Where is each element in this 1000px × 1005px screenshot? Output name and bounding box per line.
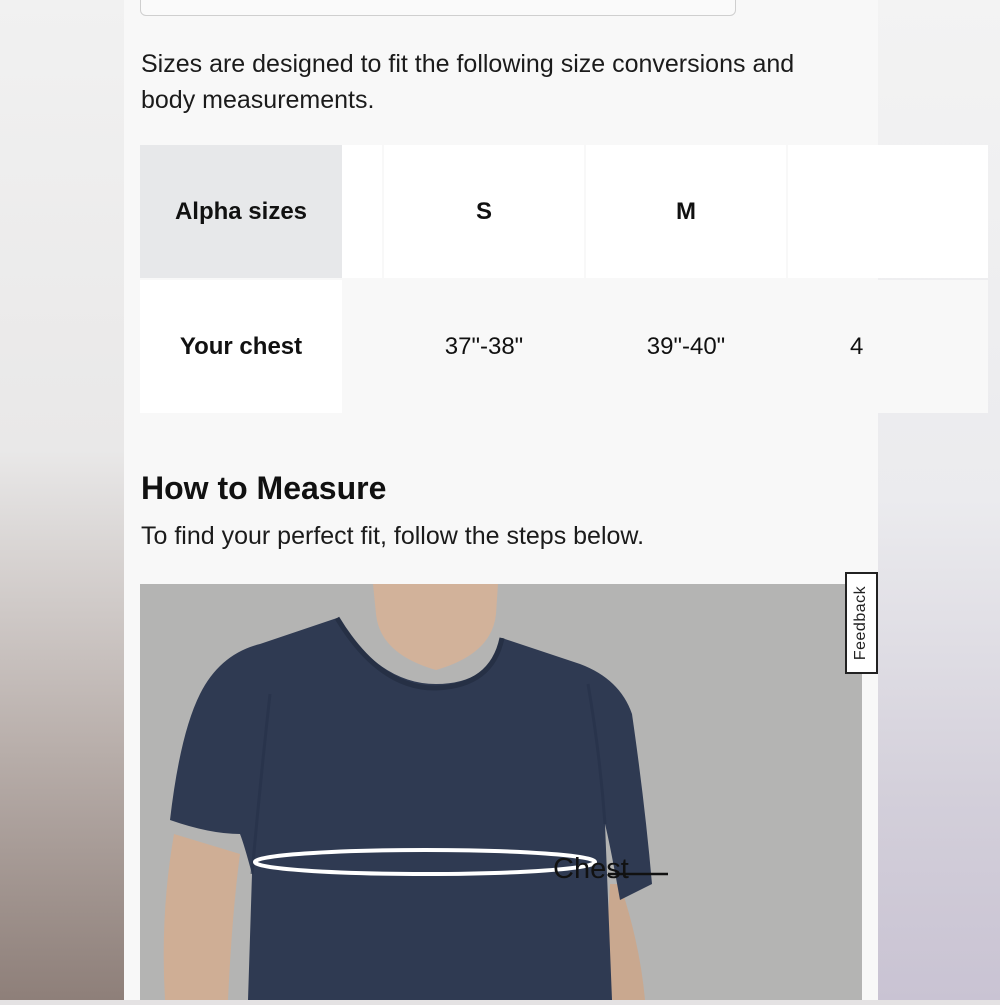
table-header-alpha-sizes: Alpha sizes — [140, 145, 342, 278]
size-guide-panel — [124, 0, 878, 1000]
table-cell-chest-next: 4 — [788, 280, 988, 413]
how-to-measure-subtitle: To find your perfect fit, follow the steps below. — [141, 522, 645, 550]
table-header-size-s: S — [384, 145, 584, 278]
table-header-size-m: M — [586, 145, 786, 278]
chest-measure-image — [140, 584, 862, 1000]
table-cell-chest-m: 39"-40" — [586, 280, 786, 413]
chest-annotation-label: Chest — [553, 853, 629, 885]
table-row-label-chest: Your chest — [140, 280, 342, 413]
size-chart-table — [140, 145, 862, 413]
how-to-measure-title: How to Measure — [141, 470, 387, 506]
table-header-size-next — [788, 145, 988, 278]
feedback-tab[interactable] — [845, 572, 878, 674]
background-left — [0, 0, 124, 1000]
feedback-tab-label: Feedback — [852, 585, 870, 661]
table-cell-chest-s: 37"-38" — [384, 280, 584, 413]
table-gap-cell — [342, 145, 382, 278]
size-select-dropdown[interactable] — [140, 0, 736, 16]
table-gap-cell — [342, 280, 382, 413]
model-illustration — [140, 584, 862, 1000]
size-intro-text: Sizes are designed to fit the following size conversions and body measurements. — [141, 50, 795, 114]
